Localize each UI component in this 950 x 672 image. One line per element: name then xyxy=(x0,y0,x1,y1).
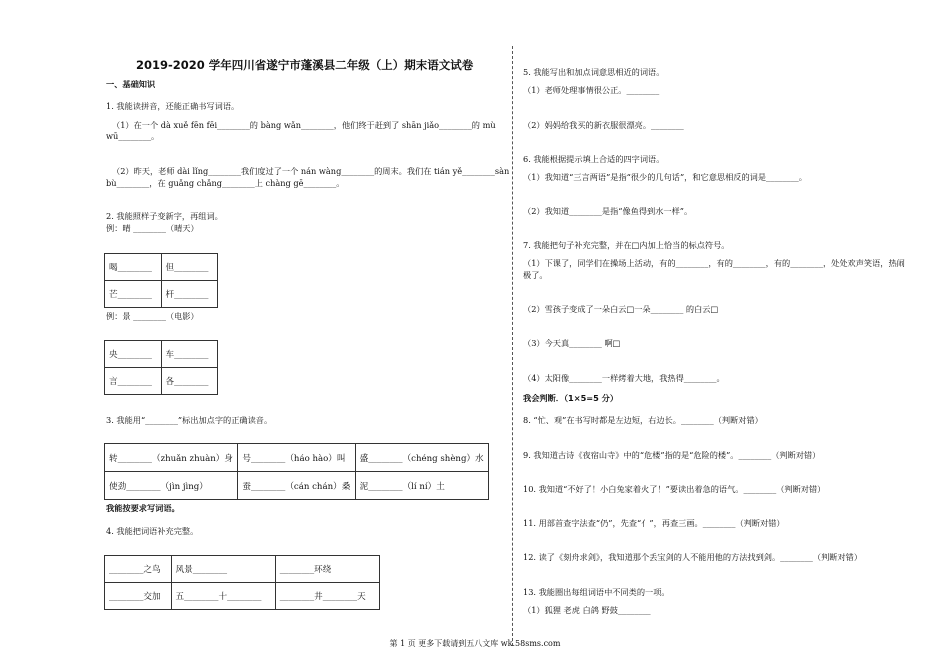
idiom-table xyxy=(104,555,380,610)
table-cell: ________交加 xyxy=(105,583,172,610)
question-1-line: （2）昨天，老师 dài lǐng________我们度过了一个 nán wàng________的周末。我们在 tián yě________sàn xyxy=(112,166,510,176)
question-7: 7. 我能把句子补充完整，并在□内加上恰当的标点符号。 xyxy=(523,240,730,250)
question-4: 4. 我能把词语补充完整。 xyxy=(106,526,199,536)
example-text: 例：景 ________（电影） xyxy=(106,311,199,321)
example-text: 例：晴 ________（晴天） xyxy=(106,223,199,233)
question-1-line: wū________。 xyxy=(106,131,160,141)
table-cell: 使劲________（jìn jìng） xyxy=(105,472,238,500)
question-13: 13. 我能圈出每组词语中不同类的一项。 xyxy=(523,587,670,597)
page-footer: 第 1 页 更多下载请到五八文库 wk.58sms.com xyxy=(389,639,561,648)
question-2: 2. 我能照样子变新字，再组词。 xyxy=(106,211,223,221)
table-cell: 风景________ xyxy=(171,556,275,583)
question-5-item: （2）妈妈给我买的新衣服很漂亮。________ xyxy=(523,120,684,130)
table-cell: 盛________（chéng shèng）水 xyxy=(355,444,488,472)
question-7-item: （1）下课了，同学们在操场上活动，有的________，有的________，有的________，处处欢声笑语，热闹 xyxy=(523,258,905,268)
table-cell: 喝________ xyxy=(105,254,162,281)
table-cell: 但________ xyxy=(161,254,218,281)
question-1-line: （1）在一个 dà xuě fēn fēi________的 bàng wǎn________，他们终于赶到了 shān jiǎo________的 mù xyxy=(112,120,496,130)
table-cell: 五________十________ xyxy=(171,583,275,610)
question-11: 11. 用部首查字法查“仍”，先查“亻”，再查三画。________（判断对错） xyxy=(523,518,785,528)
table-cell: ________之鸟 xyxy=(105,556,172,583)
column-divider xyxy=(512,46,513,646)
question-6-item: （1）我知道“三言两语”是指“很少的几句话”，和它意思相反的词是________。 xyxy=(523,172,807,182)
table-cell: 言________ xyxy=(105,368,162,395)
sub-heading: 我能按要求写词语。 xyxy=(106,503,180,513)
judge-heading: 我会判断．（1×5=5 分） xyxy=(523,393,619,403)
question-5-item: （1）老师处理事情很公正。________ xyxy=(523,85,660,95)
question-7-item: （3）今天真________ 啊□ xyxy=(523,338,621,348)
table-cell: 杆________ xyxy=(161,281,218,308)
question-9: 9. 我知道古诗《夜宿山寺》中的“危楼”指的是“危险的楼”。________（判断对错） xyxy=(523,450,821,460)
question-7-item: （2）雪孩子变成了一朵白云□一朵________ 的白云□ xyxy=(523,304,719,314)
table-cell: 车________ xyxy=(161,341,218,368)
question-12: 12. 读了《刻舟求剑》，我知道那个丢宝剑的人不能用他的方法找到剑。________（判断对错） xyxy=(523,552,863,562)
table-cell: 央________ xyxy=(105,341,162,368)
question-1: 1. 我能读拼音，还能正确书写词语。 xyxy=(106,101,240,111)
question-3: 3. 我能用“________”标出加点字的正确读音。 xyxy=(106,415,273,425)
table-cell: 号________（háo hào）叫 xyxy=(238,444,355,472)
char-table-1 xyxy=(104,253,218,308)
table-cell: 蚕________（cán chán）桑 xyxy=(238,472,355,500)
question-8: 8. “忙、观”在书写时都是左边短，右边长。________（判断对错） xyxy=(523,415,763,425)
question-7-item: （4）太阳像________一样烤着大地，我热得________。 xyxy=(523,373,725,383)
table-cell: 芒________ xyxy=(105,281,162,308)
table-cell: 泥________（lí ní）土 xyxy=(355,472,488,500)
question-1-line: bù________，在 guǎng chǎng________上 chàng gē________。 xyxy=(106,178,345,188)
question-6: 6. 我能根据提示填上合适的四字词语。 xyxy=(523,154,665,164)
question-10: 10. 我知道“不好了！小白兔家着火了！”要读出着急的语气。________（判断对错） xyxy=(523,484,826,494)
question-5: 5. 我能写出和加点词意思相近的词语。 xyxy=(523,67,665,77)
question-6-item: （2）我知道________是指“像鱼得到水一样”。 xyxy=(523,206,693,216)
table-cell: 各________ xyxy=(161,368,218,395)
table-cell: ________井________天 xyxy=(275,583,379,610)
table-cell: 转________（zhuǎn zhuàn）身 xyxy=(105,444,238,472)
char-table-2 xyxy=(104,340,218,395)
page-title: 2019-2020 学年四川省遂宁市蓬溪县二年级（上）期末语文试卷 xyxy=(136,58,474,72)
pinyin-table xyxy=(104,443,489,500)
question-7-item: 极了。 xyxy=(523,270,548,280)
section-heading: 一、基础知识 xyxy=(106,79,156,89)
question-13-item: （1）狐狸 老虎 白鸽 野鼓________ xyxy=(523,605,651,615)
table-cell: ________环绕 xyxy=(275,556,379,583)
